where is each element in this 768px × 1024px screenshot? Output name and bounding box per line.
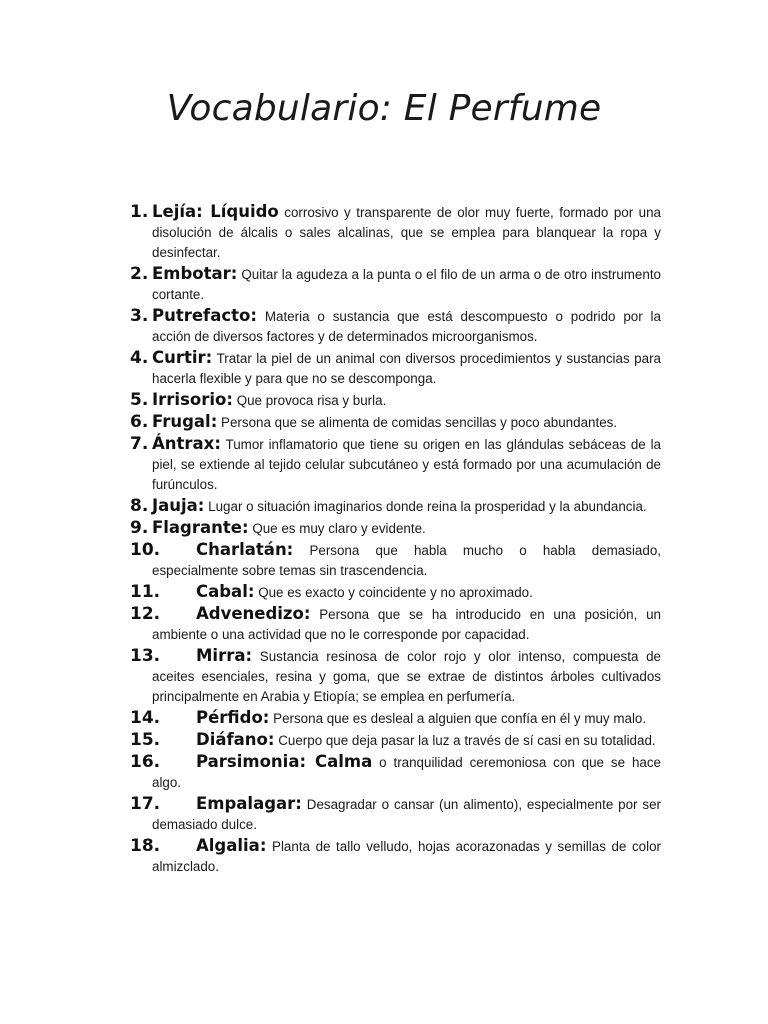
list-item [130,540,661,581]
list-item [130,836,661,877]
item-entry [152,836,661,877]
item-term: Lejía: Líquido [152,202,279,221]
item-definition: Cuerpo que deja pasar la luz a través de sí casi en su totalidad. [278,733,656,748]
list-item [130,518,661,539]
item-term: Flagrante: [152,518,249,537]
item-number: 8. [130,496,149,516]
item-entry [152,496,661,517]
item-entry [152,518,661,539]
item-term: Advenedizo: [196,604,311,623]
item-definition: Tratar la piel de un animal con diversos procedimientos y sustancias para hacerla flexible y para que no se descomponga. [152,351,661,386]
item-number: 7. [130,434,149,454]
item-term: Cabal: [196,582,255,601]
item-term: Parsimonia: Calma [196,752,373,771]
item-definition: Persona que es desleal a alguien que confía en él y muy malo. [273,711,647,726]
item-number: 16. [130,752,161,772]
list-item [130,264,661,305]
item-entry [152,412,661,433]
item-term: Diáfano: [196,730,275,749]
item-number: 3. [130,306,149,326]
item-number: 6. [130,412,149,432]
item-definition: Que provoca risa y burla. [236,393,387,408]
list-item [130,752,661,793]
item-entry [152,582,661,603]
item-definition: Materia o sustancia que está descompuesto o podrido por la acción de diversos factores y de determinados microorganismos. [152,309,661,344]
item-number: 11. [130,582,161,602]
item-term: Charlatán: [196,540,294,559]
item-entry [152,730,661,751]
item-number: 17. [130,794,161,814]
item-number: 13. [130,646,161,666]
item-definition: Planta de tallo velludo, hojas acorazonadas y semillas de color almizclado. [152,839,661,874]
item-definition: Lugar o situación imaginarios donde reina la prosperidad y la abundancia. [208,499,647,514]
list-item [130,730,661,751]
item-definition: Persona que se alimenta de comidas sencillas y poco abundantes. [221,415,618,430]
item-entry [152,202,661,263]
list-item [130,582,661,603]
item-entry [152,540,661,581]
item-number: 12. [130,604,161,624]
item-term: Ántrax: [152,434,221,453]
item-definition: Que es exacto y coincidente y no aproximado. [258,585,533,600]
list-item [130,390,661,411]
item-number: 4. [130,348,149,368]
item-entry [152,306,661,347]
page-title: Vocabulario: El Perfume [166,88,602,129]
item-definition: Que es muy claro y evidente. [252,521,426,536]
item-entry [152,434,661,495]
list-item [130,348,661,389]
list-item [130,412,661,433]
list-item [130,604,661,645]
item-term: Algalia: [196,836,267,855]
item-term: Jauja: [152,496,205,515]
item-number: 15. [130,730,161,750]
list-item [130,794,661,835]
item-definition: corrosivo y transparente de olor muy fuerte, formado por una disolución de álcalis o sales alcalinas, que se emplea para blanquear la ropa y desinfectar. [152,205,661,260]
item-entry [152,604,661,645]
item-number: 5. [130,390,149,410]
item-definition: Quitar la agudeza a la punta o el filo de un arma o de otro instrumento cortante. [152,267,661,302]
item-term: Curtir: [152,348,213,367]
item-term: Mirra: [196,646,253,665]
item-definition: Sustancia resinosa de color rojo y olor intenso, compuesta de aceites esenciales, resina y goma, que se extrae de distintos árboles cultivados principalmente en Arabia y Etiopía; se emplea en perfumería. [152,649,661,704]
item-term: Empalagar: [196,794,302,813]
item-definition: o tranquilidad ceremoniosa con que se hace algo. [152,755,661,790]
item-definition: Persona que habla mucho o habla demasiado, especialmente sobre temas sin trascendencia. [152,543,661,578]
item-entry [152,752,661,793]
item-number: 9. [130,518,149,538]
item-definition: Persona que se ha introducido en una posición, un ambiente o una actividad que no le corresponde por capacidad. [152,607,661,642]
item-term: Pérfido: [196,708,270,727]
item-term: Putrefacto: [152,306,257,325]
vocabulary-list [130,202,661,878]
list-item [130,306,661,347]
item-entry [152,646,661,707]
item-term: Embotar: [152,264,238,283]
list-item [130,202,661,263]
item-entry [152,794,661,835]
item-number: 2. [130,264,149,284]
item-number: 18. [130,836,161,856]
item-definition: Desagradar o cansar (un alimento), especialmente por ser demasiado dulce. [152,797,661,832]
item-entry [152,708,661,729]
list-item [130,708,661,729]
item-term: Frugal: [152,412,218,431]
item-entry [152,348,661,389]
item-definition: Tumor inflamatorio que tiene su origen en las glándulas sebáceas de la piel, se extiende al tejido celular subcutáneo y está formado por una acumulación de furúnculos. [152,437,661,492]
list-item [130,646,661,707]
list-item [130,434,661,495]
item-entry [152,390,661,411]
item-entry [152,264,661,305]
list-item [130,496,661,517]
item-number: 14. [130,708,161,728]
item-number: 1. [130,202,149,222]
item-term: Irrisorio: [152,390,233,409]
item-number: 10. [130,540,161,560]
